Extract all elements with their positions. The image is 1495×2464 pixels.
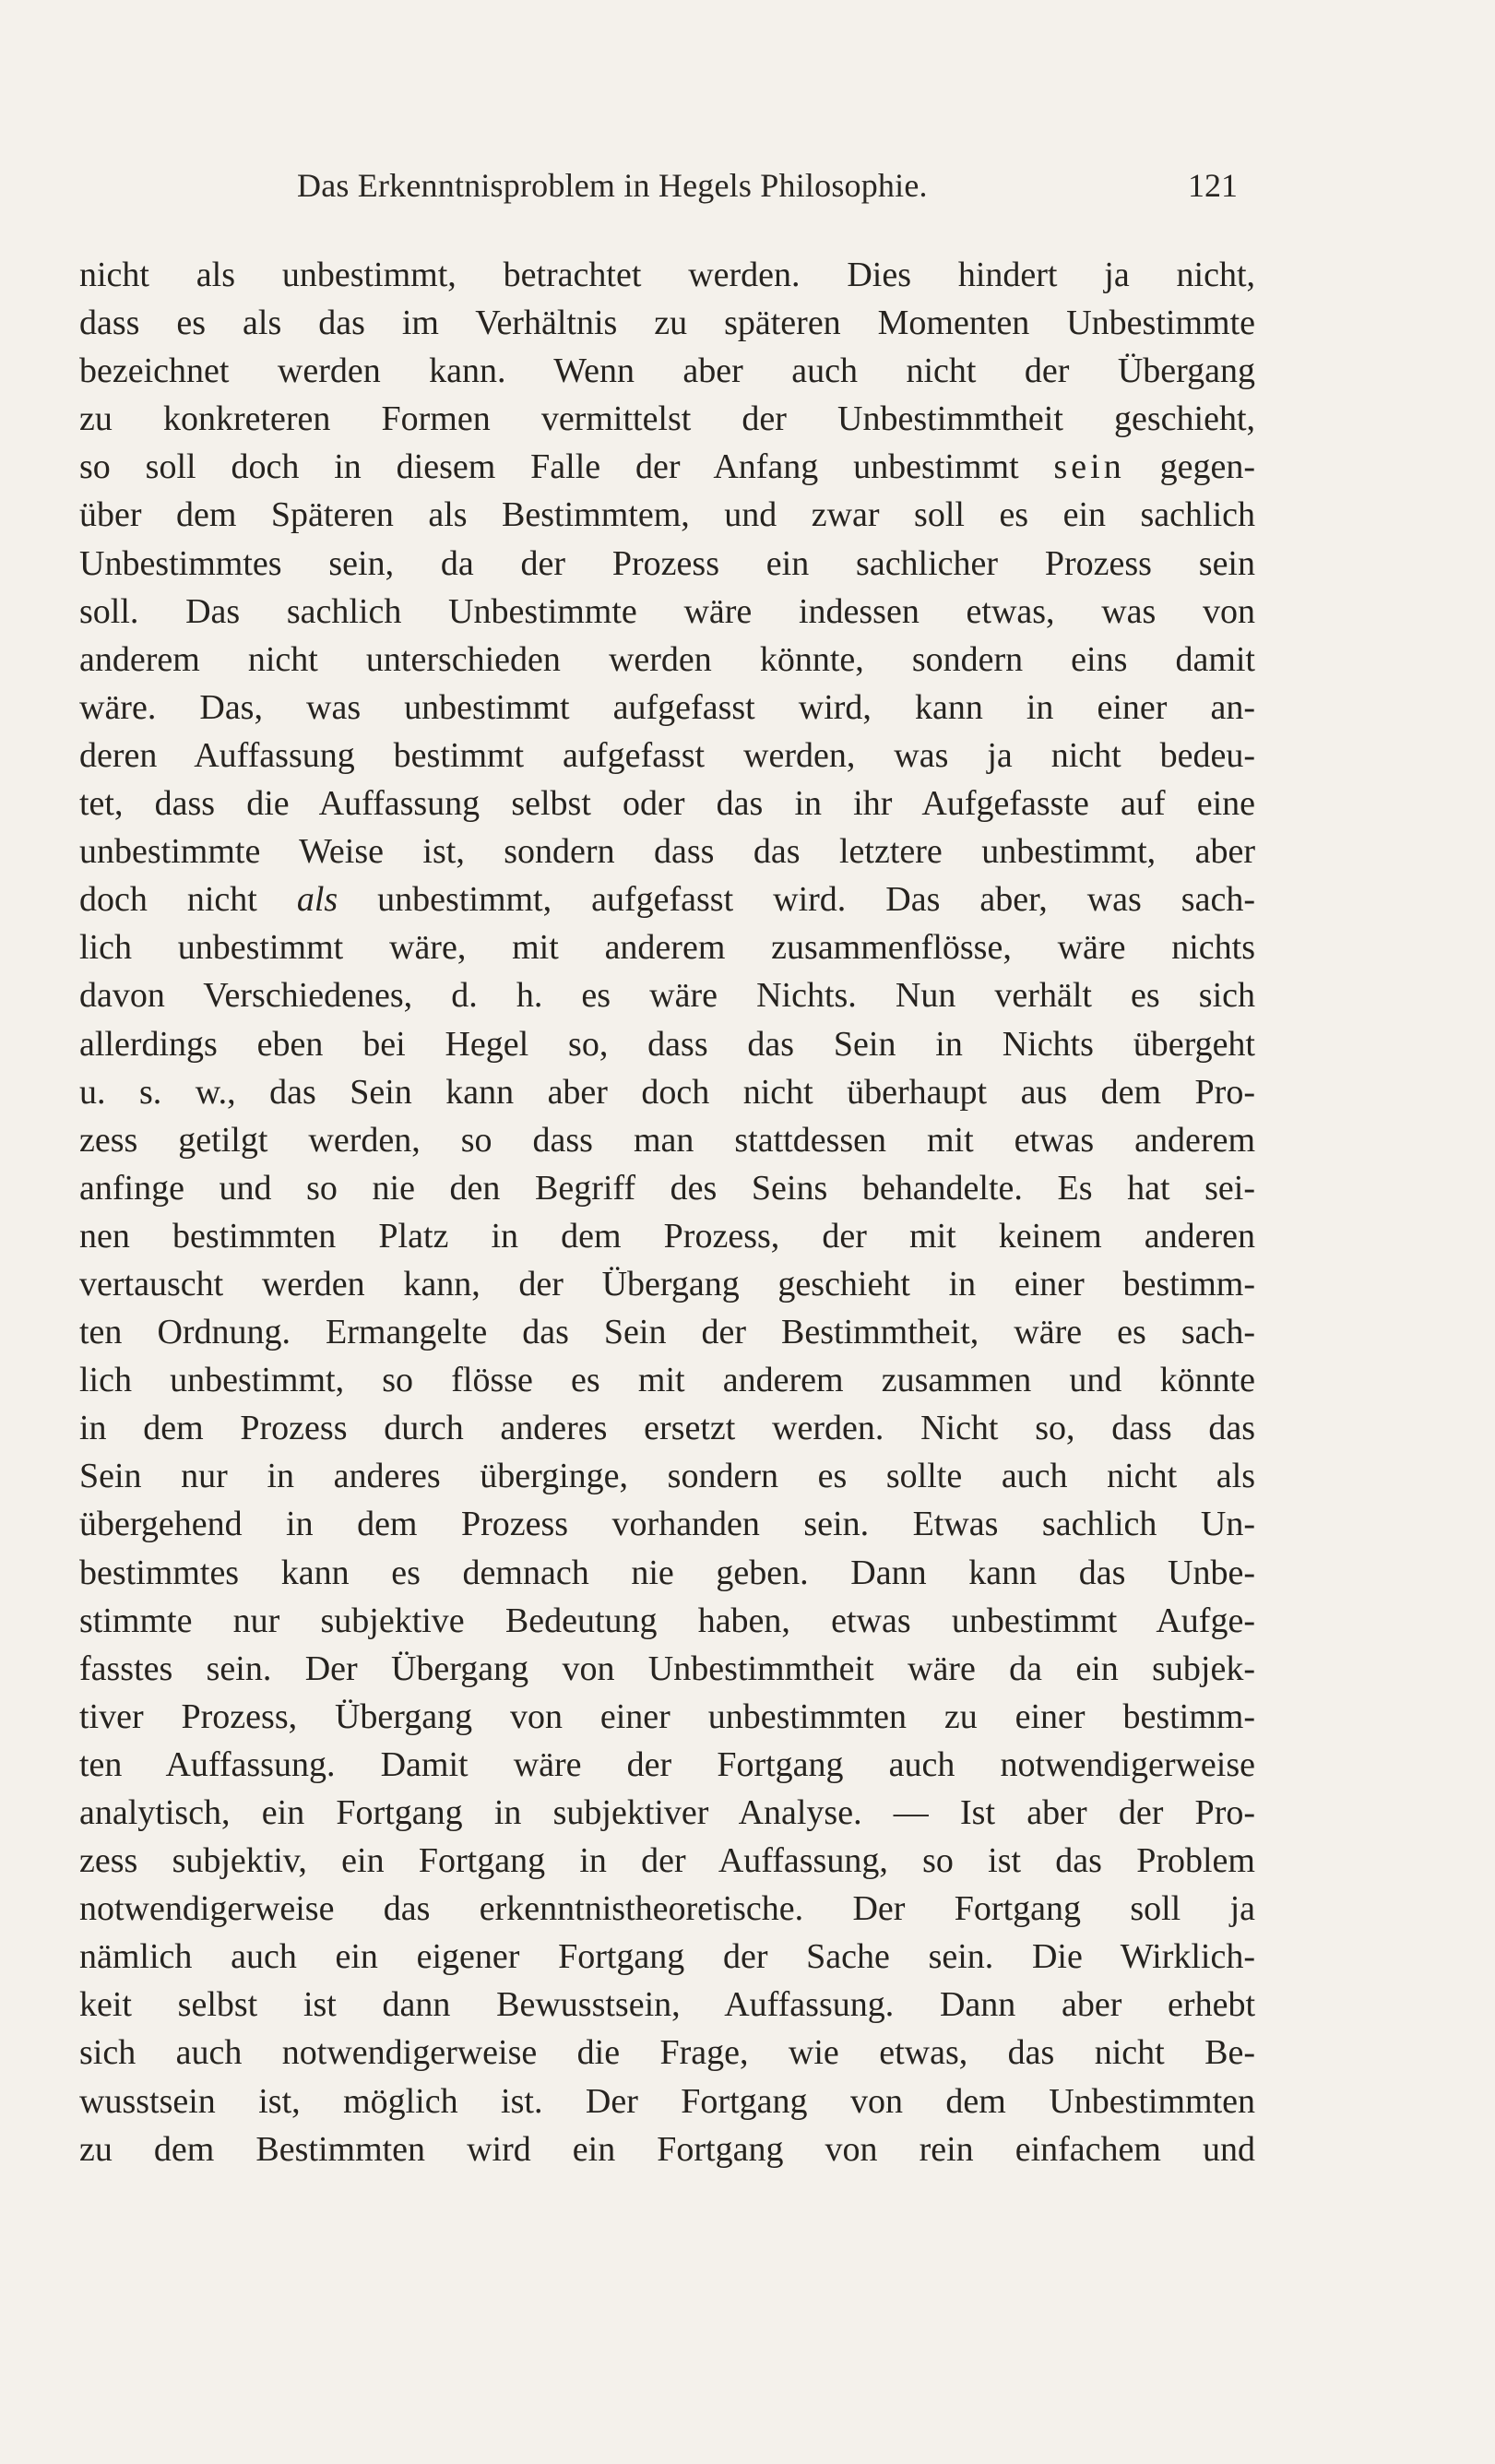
text-line: allerdings eben bei Hegel so, dass das Sein in Nichts übergeht	[79, 1024, 1255, 1064]
text-line: tiver Prozess, Übergang von einer unbestimmten zu einer bestimm-	[79, 1696, 1255, 1736]
text-line: davon Verschiedenes, d. h. es wäre Nichts. Nun verhält es sich	[79, 976, 1255, 1016]
body-text	[79, 251, 1255, 2173]
text-line: übergehend in dem Prozess vorhanden sein. Etwas sachlich Un-	[79, 1505, 1255, 1544]
text-line: soll. Das sachlich Unbestimmte wäre indessen etwas, was von	[79, 591, 1255, 631]
text-segment: so soll doch in diesem Falle der Anfang unbestimmt	[79, 447, 1054, 487]
text-line: Unbestimmtes sein, da der Prozess ein sachlicher Prozess sein	[79, 543, 1255, 583]
text-line: u. s. w., das Sein kann aber doch nicht überhaupt aus dem Pro-	[79, 1072, 1255, 1112]
text-line: zess subjektiv, ein Fortgang in der Auffassung, so ist das Problem	[79, 1841, 1255, 1881]
text-line: bezeichnet werden kann. Wenn aber auch nicht der Übergang	[79, 351, 1255, 391]
text-line: bestimmtes kann es demnach nie geben. Dann kann das Unbe-	[79, 1553, 1255, 1592]
text-line: nämlich auch ein eigener Fortgang der Sache sein. Die Wirklich-	[79, 1937, 1255, 1977]
text-line: zu konkreteren Formen vermittelst der Unbestimmtheit geschieht,	[79, 399, 1255, 439]
text-line: stimmte nur subjektive Bedeutung haben, etwas unbestimmt Aufge-	[79, 1601, 1255, 1640]
text-line: über dem Späteren als Bestimmtem, und zwar soll es ein sachlich	[79, 495, 1255, 535]
text-line	[79, 875, 1255, 923]
text-line: dass es als das im Verhältnis zu späteren Momenten Unbestimmte	[79, 304, 1255, 343]
page-number: 121	[1188, 167, 1238, 204]
text-line: ten Ordnung. Ermangelte das Sein der Bestimmtheit, wäre es sach-	[79, 1313, 1255, 1352]
text-line: anderem nicht unterschieden werden könnte, sondern eins damit	[79, 639, 1255, 679]
text-line: wäre. Das, was unbestimmt aufgefasst wird, kann in einer an-	[79, 687, 1255, 727]
text-segment: doch nicht	[79, 880, 297, 920]
text-line: vertauscht werden kann, der Übergang geschieht in einer bestimm-	[79, 1264, 1255, 1303]
text-line: unbestimmte Weise ist, sondern dass das letztere unbestimmt, aber	[79, 832, 1255, 872]
text-line	[79, 443, 1255, 491]
text-line: lich unbestimmt, so flösse es mit anderem zusammen und könnte	[79, 1361, 1255, 1400]
text-line: nicht als unbestimmt, betrachtet werden. Dies hindert ja nicht,	[79, 256, 1255, 294]
text-line: Sein nur in anderes überginge, sondern es sollte auch nicht als	[79, 1457, 1255, 1496]
text-line: tet, dass die Auffassung selbst oder das in ihr Aufgefasste auf eine	[79, 784, 1255, 824]
text-segment: unbestimmt, aufgefasst wird. Das aber, was sach-	[338, 880, 1255, 920]
text-line: zess getilgt werden, so dass man stattdessen mit etwas anderem	[79, 1120, 1255, 1160]
text-line: fasstes sein. Der Übergang von Unbestimmtheit wäre da ein subjek-	[79, 1649, 1255, 1688]
text-line: wusstsein ist, möglich ist. Der Fortgang von dem Unbestimmten	[79, 2081, 1255, 2121]
text-line: zu dem Bestimmten wird ein Fortgang von rein einfachem und	[79, 2129, 1255, 2169]
running-head	[297, 166, 1238, 221]
text-line: ten Auffassung. Damit wäre der Fortgang auch notwendigerweise	[79, 1744, 1255, 1784]
text-line: lich unbestimmt wäre, mit anderem zusammenflösse, wäre nichts	[79, 928, 1255, 968]
spaced-emphasis: sein	[1053, 447, 1125, 487]
text-segment: gegen-	[1124, 447, 1256, 487]
text-line: nen bestimmten Platz in dem Prozess, der mit keinem anderen	[79, 1216, 1255, 1256]
text-line: in dem Prozess durch anderes ersetzt werden. Nicht so, dass das	[79, 1409, 1255, 1448]
text-line: deren Auffassung bestimmt aufgefasst werden, was ja nicht bedeu-	[79, 735, 1255, 775]
running-title: Das Erkenntnisproblem in Hegels Philosophie.	[297, 167, 928, 204]
text-line: notwendigerweise das erkenntnistheoretische. Der Fortgang soll ja	[79, 1889, 1255, 1929]
text-line: sich auch notwendigerweise die Frage, wie etwas, das nicht Be-	[79, 2033, 1255, 2073]
text-line: anfinge und so nie den Begriff des Seins behandelte. Es hat sei-	[79, 1168, 1255, 1208]
italic-emphasis: als	[296, 880, 338, 920]
text-line: keit selbst ist dann Bewusstsein, Auffassung. Dann aber erhebt	[79, 1985, 1255, 2025]
text-line: analytisch, ein Fortgang in subjektiver Analyse. — Ist aber der Pro-	[79, 1793, 1255, 1832]
